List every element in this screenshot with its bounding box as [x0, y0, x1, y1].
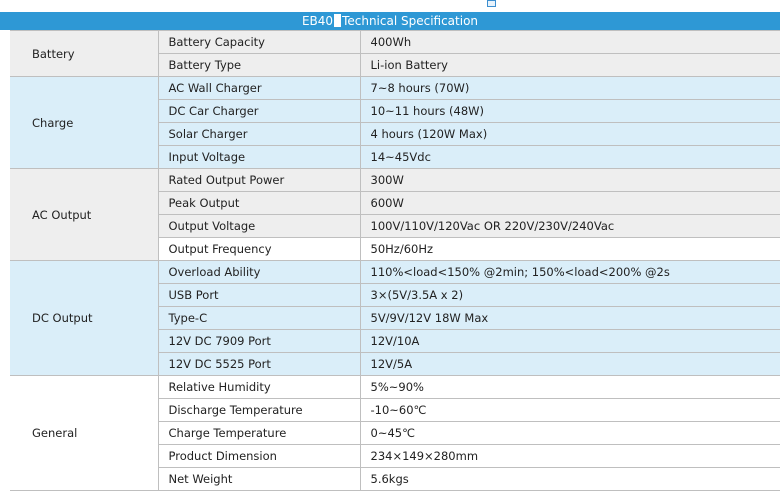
spec-title-bar — [0, 12, 780, 30]
value-cell: 300W — [360, 169, 780, 192]
param-cell: Input Voltage — [158, 146, 360, 169]
param-cell: Overload Ability — [158, 261, 360, 284]
param-cell: Discharge Temperature — [158, 399, 360, 422]
value-cell: 234×149×280mm — [360, 445, 780, 468]
group-label-battery: Battery — [10, 31, 158, 77]
param-cell: 12V DC 5525 Port — [158, 353, 360, 376]
value-cell: 12V/10A — [360, 330, 780, 353]
spec-table — [10, 30, 780, 491]
value-cell: 5.6kgs — [360, 468, 780, 491]
table-row — [10, 31, 780, 54]
value-cell: 110%<load<150% @2min; 150%<load<200% @2s — [360, 261, 780, 284]
checkbox-marker-icon — [487, 0, 496, 7]
table-row — [10, 77, 780, 100]
value-cell: 100V/110V/120Vac OR 220V/230V/240Vac — [360, 215, 780, 238]
value-cell: 5V/9V/12V 18W Max — [360, 307, 780, 330]
param-cell: Peak Output — [158, 192, 360, 215]
param-cell: AC Wall Charger — [158, 77, 360, 100]
param-cell: Product Dimension — [158, 445, 360, 468]
value-cell: 4 hours (120W Max) — [360, 123, 780, 146]
param-cell: Output Voltage — [158, 215, 360, 238]
group-label-dc-output: DC Output — [10, 261, 158, 376]
param-cell: Net Weight — [158, 468, 360, 491]
title-text: Technical Specification — [342, 14, 479, 28]
param-cell: 12V DC 7909 Port — [158, 330, 360, 353]
param-cell: Charge Temperature — [158, 422, 360, 445]
param-cell: Solar Charger — [158, 123, 360, 146]
value-cell: 12V/5A — [360, 353, 780, 376]
param-cell: Battery Capacity — [158, 31, 360, 54]
value-cell: 400Wh — [360, 31, 780, 54]
value-cell: 7~8 hours (70W) — [360, 77, 780, 100]
value-cell: 10~11 hours (48W) — [360, 100, 780, 123]
table-row — [10, 261, 780, 284]
param-cell: Output Frequency — [158, 238, 360, 261]
param-cell: DC Car Charger — [158, 100, 360, 123]
value-cell: 3×(5V/3.5A x 2) — [360, 284, 780, 307]
value-cell: 5%~90% — [360, 376, 780, 399]
param-cell: Type-C — [158, 307, 360, 330]
value-cell: -10~60℃ — [360, 399, 780, 422]
param-cell: USB Port — [158, 284, 360, 307]
table-row — [10, 376, 780, 399]
value-cell: 0~45℃ — [360, 422, 780, 445]
param-cell: Relative Humidity — [158, 376, 360, 399]
text-cursor-icon — [334, 14, 341, 27]
group-label-ac-output: AC Output — [10, 169, 158, 261]
group-label-charge: Charge — [10, 77, 158, 169]
value-cell: Li-ion Battery — [360, 54, 780, 77]
title-model: EB40 — [301, 14, 334, 28]
value-cell: 50Hz/60Hz — [360, 238, 780, 261]
param-cell: Rated Output Power — [158, 169, 360, 192]
value-cell: 14~45Vdc — [360, 146, 780, 169]
table-row — [10, 169, 780, 192]
value-cell: 600W — [360, 192, 780, 215]
group-label-general: General — [10, 376, 158, 491]
param-cell: Battery Type — [158, 54, 360, 77]
